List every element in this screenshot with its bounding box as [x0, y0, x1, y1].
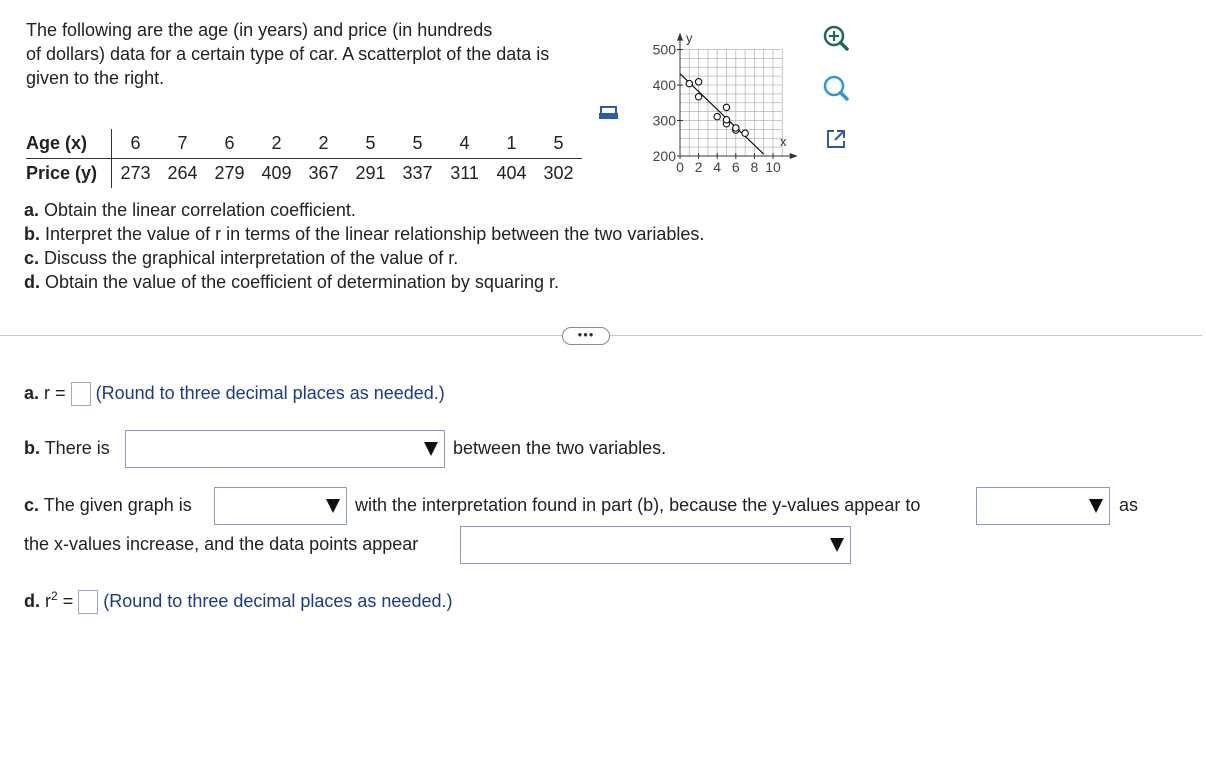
x-tick-label: 8 — [750, 159, 759, 175]
problem-intro — [26, 18, 616, 90]
age-cell: 5 — [394, 129, 441, 159]
more-button[interactable]: ••• — [562, 327, 610, 345]
price-cell: 302 — [543, 163, 574, 183]
data-point — [723, 117, 729, 123]
consistency-dropdown[interactable] — [214, 487, 347, 525]
data-point — [714, 113, 720, 119]
answer-a-prefix: r = — [44, 382, 66, 403]
relationship-dropdown[interactable] — [125, 430, 445, 468]
x-axis-label: x — [779, 134, 787, 149]
data-point — [723, 104, 729, 110]
dropdown-arrow-icon — [830, 538, 844, 552]
data-table — [26, 129, 582, 188]
age-cell: 2 — [253, 129, 300, 159]
zoom-in-icon[interactable] — [822, 24, 850, 52]
zoom-out-icon[interactable] — [822, 74, 850, 102]
y-tick-label: 200 — [652, 148, 676, 164]
answer-c-prefix-row: c. The given graph is — [24, 495, 192, 515]
answer-c-mid: with the interpretation found in part (b), because the y-values appear to — [355, 495, 921, 515]
question-d: d. Obtain the value of the coefficient of determination by squaring r. — [24, 272, 559, 292]
r-input[interactable] — [71, 382, 91, 406]
age-cell: 1 — [488, 129, 535, 159]
age-cell: 6 — [206, 129, 253, 159]
dropdown-arrow-icon — [326, 499, 340, 513]
x-tick-label: 10 — [765, 159, 781, 175]
answer-c-prefix: The given graph is — [43, 495, 192, 515]
y-tick-label: 500 — [652, 41, 676, 58]
answer-b-prefix: There is — [44, 438, 110, 458]
dropdown-arrow-icon — [1089, 499, 1103, 513]
x-tick-label: 4 — [713, 159, 722, 175]
y-tick-label: 400 — [652, 77, 676, 93]
question-a: a. Obtain the linear correlation coefficient. — [24, 200, 356, 220]
price-cell: 367 — [308, 163, 339, 183]
print-icon[interactable] — [596, 104, 624, 132]
question-list — [24, 198, 704, 294]
y-axis-arrow — [677, 33, 683, 41]
price-cell: 337 — [402, 163, 433, 183]
x-tick-label: 6 — [731, 159, 740, 175]
answer-d-row: d. $r^2$ = (Round to three decimal places as needed.) — [24, 589, 452, 614]
y-tick-label: 300 — [652, 112, 676, 129]
intro-line-3: given to the right. — [26, 68, 165, 88]
answer-a-hint: (Round to three decimal places as needed.) — [95, 382, 445, 403]
data-point — [742, 130, 748, 136]
trend-dropdown[interactable] — [976, 487, 1110, 525]
price-cell: 409 — [261, 163, 292, 183]
x-tick-label: 0 — [676, 159, 684, 175]
pattern-dropdown[interactable] — [460, 526, 851, 564]
intro-line-2: of dollars) data for a certain type of car. A scatterplot of the data is — [26, 44, 550, 64]
x-tick-label: 2 — [694, 159, 703, 175]
answer-c-end: as — [1119, 495, 1139, 515]
data-point — [695, 94, 701, 100]
r-squared-input[interactable] — [78, 590, 98, 614]
data-point — [686, 80, 692, 86]
age-cell: 2 — [300, 129, 347, 159]
x-axis-arrow — [790, 153, 798, 159]
data-point — [733, 125, 739, 131]
age-cell: 5 — [535, 129, 582, 159]
answer-a-row — [24, 382, 445, 406]
question-c: c. Discuss the graphical interpretation of the value of r. — [24, 248, 459, 268]
age-cell: 6 — [112, 129, 160, 159]
price-cell: 404 — [496, 163, 527, 183]
price-header: Price (y) — [26, 159, 112, 189]
age-cell: 5 — [347, 129, 394, 159]
intro-line-1: The following are the age (in years) and price (in hundreds — [26, 20, 493, 40]
age-cell: 4 — [441, 129, 488, 159]
regression-line — [680, 74, 764, 154]
age-cell: 7 — [159, 129, 206, 159]
dropdown-arrow-icon — [424, 442, 438, 456]
price-cell: 291 — [355, 163, 386, 183]
price-cell: 273 — [120, 163, 151, 183]
age-header: Age (x) — [26, 129, 112, 159]
answer-c-line2: the x-values increase, and the data points appear — [24, 534, 419, 554]
data-point — [695, 79, 701, 85]
price-cell: 279 — [214, 163, 245, 183]
popout-icon[interactable] — [824, 127, 852, 155]
answer-a-label: a. — [24, 382, 40, 403]
answer-b-suffix: between the two variables. — [453, 438, 667, 458]
price-cell: 311 — [450, 163, 479, 183]
question-b: b. Interpret the value of r in terms of the linear relationship between the two variables. — [24, 224, 705, 244]
scatterplot — [640, 18, 810, 188]
y-axis-label: y — [686, 30, 693, 46]
answer-b-prefix-row: b. There is — [24, 438, 110, 458]
price-cell: 264 — [167, 163, 198, 183]
answer-d-hint: (Round to three decimal places as needed.) — [103, 591, 453, 611]
